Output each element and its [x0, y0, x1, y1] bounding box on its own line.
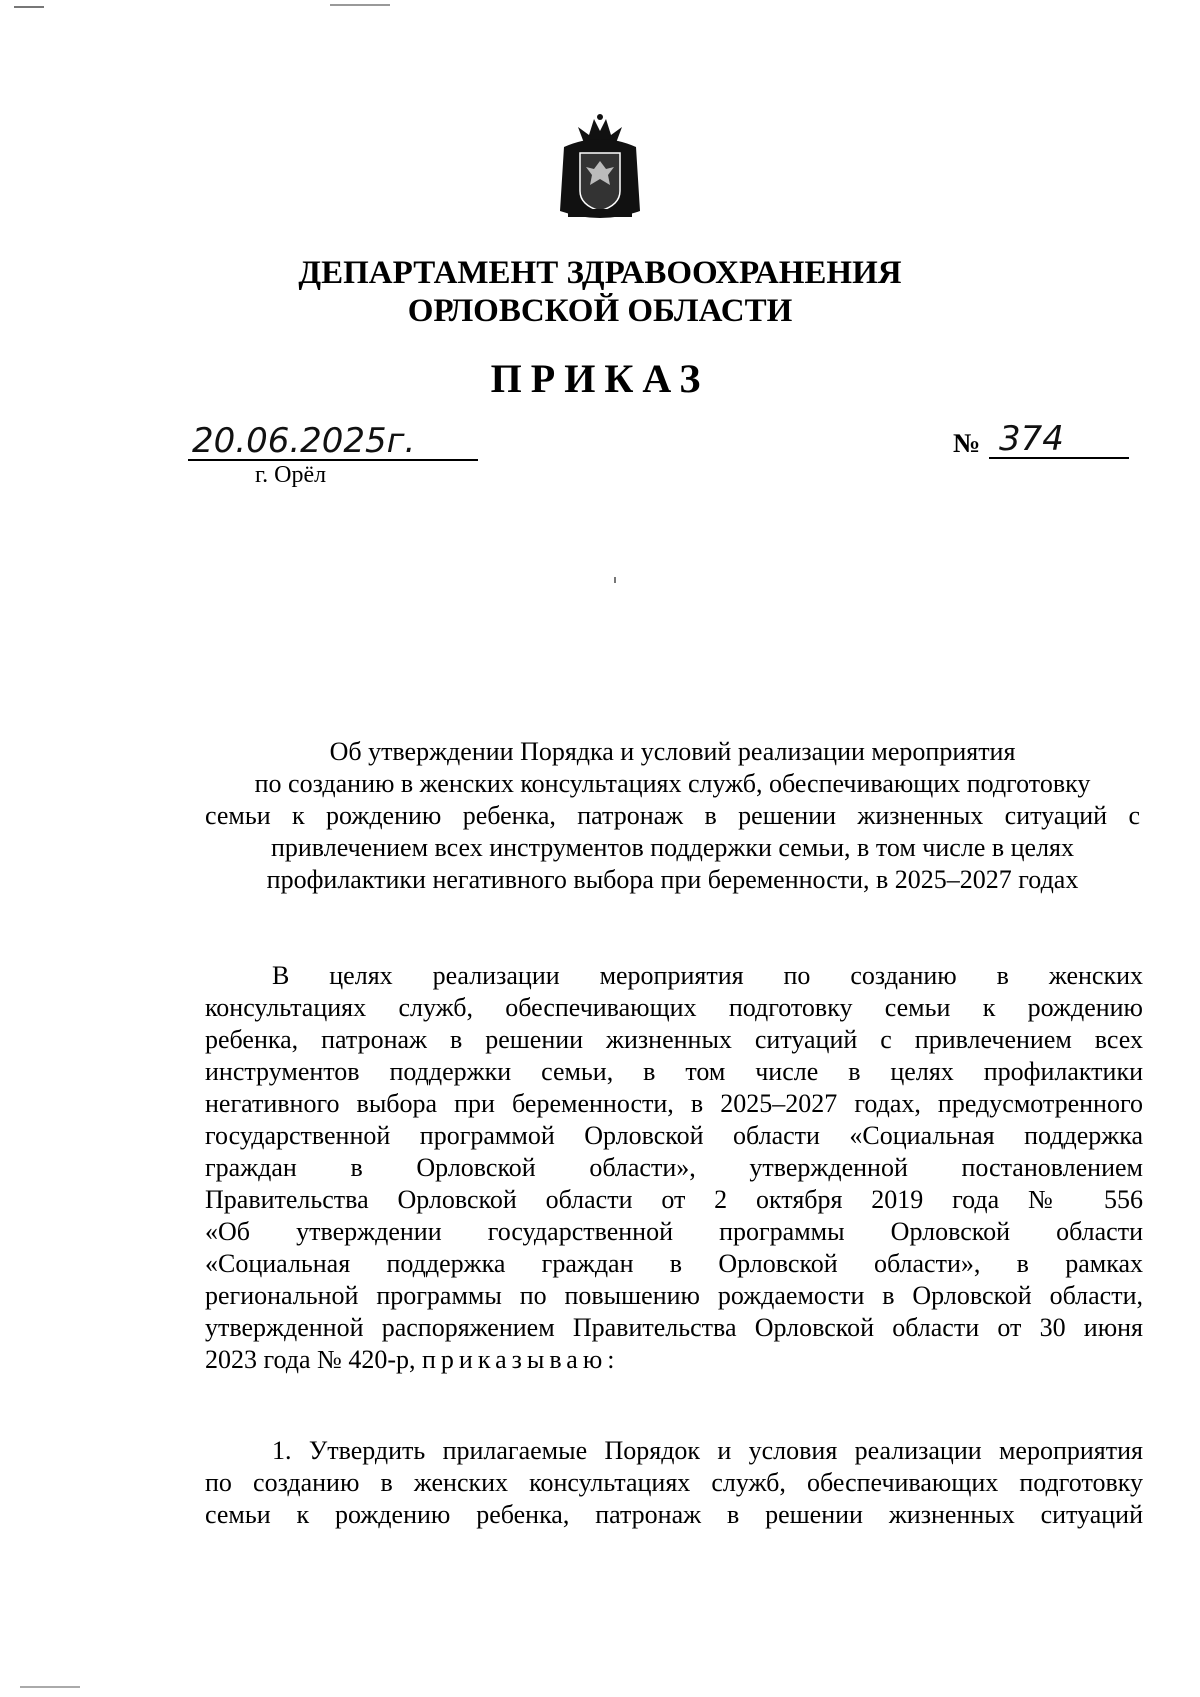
paragraph-last-line	[205, 1344, 1143, 1376]
paragraph-line: инструментов поддержки семьи, в том числе в целях профилактики	[205, 1057, 1143, 1086]
organization-name-line-1: ДЕПАРТАМЕНТ ЗДРАВООХРАНЕНИЯ	[298, 255, 902, 291]
scan-artifact	[614, 577, 616, 583]
order-item-1	[205, 1435, 1143, 1531]
scan-artifact	[330, 4, 390, 6]
item-line: по созданию в женских консультациях служб, обеспечивающих подготовку	[205, 1468, 1143, 1497]
number-label: №	[953, 428, 981, 458]
subject-line: по созданию в женских консультациях служб, обеспечивающих подготовку	[254, 769, 1091, 798]
document-subject	[205, 736, 1140, 896]
paragraph-line: ребенка, патронаж в решении жизненных ситуаций с привлечением всех	[205, 1025, 1143, 1054]
organization-name-line-2: ОРЛОВСКОЙ ОБЛАСТИ	[407, 293, 793, 329]
subject-line: семьи к рождению ребенка, патронаж в решении жизненных ситуаций с	[205, 801, 1140, 830]
item-line: 1. Утвердить прилагаемые Порядок и условия реализации мероприятия	[272, 1436, 1143, 1465]
item-line: семьи к рождению ребенка, патронаж в решении жизненных ситуаций	[205, 1500, 1143, 1529]
paragraph-line: «Социальная поддержка граждан в Орловской области», в рамках	[205, 1249, 1143, 1278]
paragraph-line: региональной программы по повышению рождаемости в Орловской области,	[205, 1281, 1143, 1310]
subject-line: профилактики негативного выбора при беременности, в 2025–2027 годах	[266, 865, 1079, 894]
paragraph-line: 2023 года № 420-р,	[205, 1345, 416, 1374]
paragraph-line: «Об утверждении государственной программы Орловской области	[205, 1217, 1143, 1246]
paragraph-line: граждан в Орловской области», утвержденной постановлением	[205, 1153, 1143, 1182]
scan-artifact	[14, 6, 44, 8]
handwritten-number: 374	[989, 419, 1129, 459]
subject-line: привлечением всех инструментов поддержки семьи, в том числе в целях	[270, 833, 1075, 862]
paragraph-line: утвержденной распоряжением Правительства Орловской области от 30 июня	[205, 1313, 1143, 1342]
paragraph-line: государственной программой Орловской области «Социальная поддержка	[205, 1121, 1143, 1150]
handwritten-date: 20.06.2025г.	[188, 421, 478, 461]
subject-line: Об утверждении Порядка и условий реализации мероприятия	[329, 737, 1016, 766]
document-type-title: ПРИКАЗ	[490, 356, 710, 401]
paragraph-line: негативного выбора при беременности, в 2025–2027 годах, предусмотренного	[205, 1089, 1143, 1118]
scan-artifact	[20, 1686, 80, 1688]
coat-of-arms-icon	[554, 113, 646, 225]
paragraph-line: Правительства Орловской области от 2 октября 2019 года № 556	[205, 1185, 1143, 1214]
preamble-paragraph	[205, 960, 1143, 1376]
paragraph-line: консультациях служб, обеспечивающих подготовку семьи к рождению	[205, 993, 1143, 1022]
order-verb: приказываю:	[422, 1345, 620, 1374]
city-label: г. Орёл	[255, 462, 327, 488]
paragraph-line: В целях реализации мероприятия по созданию в женских	[272, 961, 1143, 990]
